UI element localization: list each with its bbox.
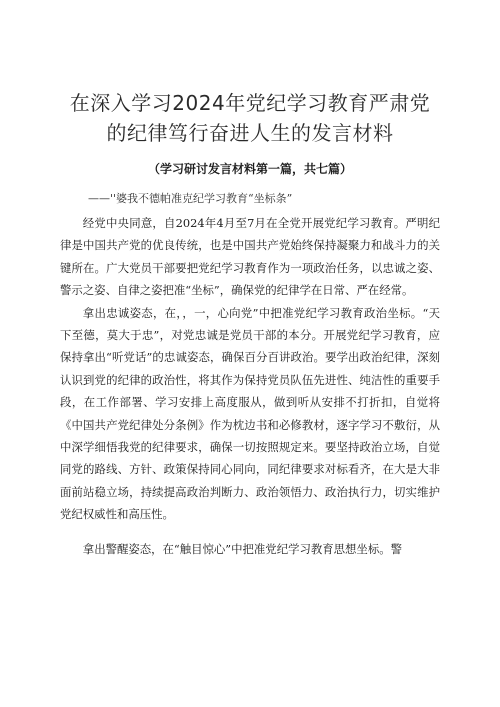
paragraph: 经党中央同意，自2024年4月至7月在全党开展党纪学习教育。严明纪律是中国共产党的优良传统，也是中国共产党始终保持凝聚力和战斗力的关键所在。广大党员干部要把党纪学习教育作为一项政治任务，以忠诚之姿、警示之姿、自律之姿把准“坐标”，确保党的纪律学在日常、严在经常。 xyxy=(60,216,440,298)
paragraph: 拿出忠诚姿态，在，，一，心向党”中把准党纪学习教育政治坐标。“天下至德，莫大于忠”，对党忠诚是党员干部的本分。开展党纪学习教育，应保持拿出“听党话”的忠诚姿态，确保百分百讲政治。要学出政治纪律，深刻认识到党的纪律的政治性，将其作为保持党员队伍先进性、纯洁性的重要手段，在工作部署、学习安排上高度服从，做到听从安排不打折扣，自觉将《中国共产党纪律处分条例》作为枕边书和必修教材，逐字学习不敷衍，从中深学细悟我党的纪律要求，确保一切按照规定来。要坚持政治立场，自觉同党的路线、方针、政策保持同心同向，同纪律要求对标看齐，在大是大非面前站稳立场，持续提高政治判断力、政治领悟力、政治执行力，切实维护党纪权威性和高压性。 xyxy=(60,305,440,522)
document-title: 在深入学习2024年党纪学习教育严肃党的纪律笃行奋进人生的发言材料 xyxy=(69,91,431,145)
paragraph: 拿出警醒姿态，在“触目惊心”中把准党纪学习教育思想坐标。警 xyxy=(82,541,402,556)
theme-line: ——''婆我不德帕准克纪学习教育“坐标条” xyxy=(88,192,293,205)
document-body xyxy=(60,212,440,560)
document-subtitle: （学习研讨发言材料第一篇，共七篇） xyxy=(147,162,352,176)
